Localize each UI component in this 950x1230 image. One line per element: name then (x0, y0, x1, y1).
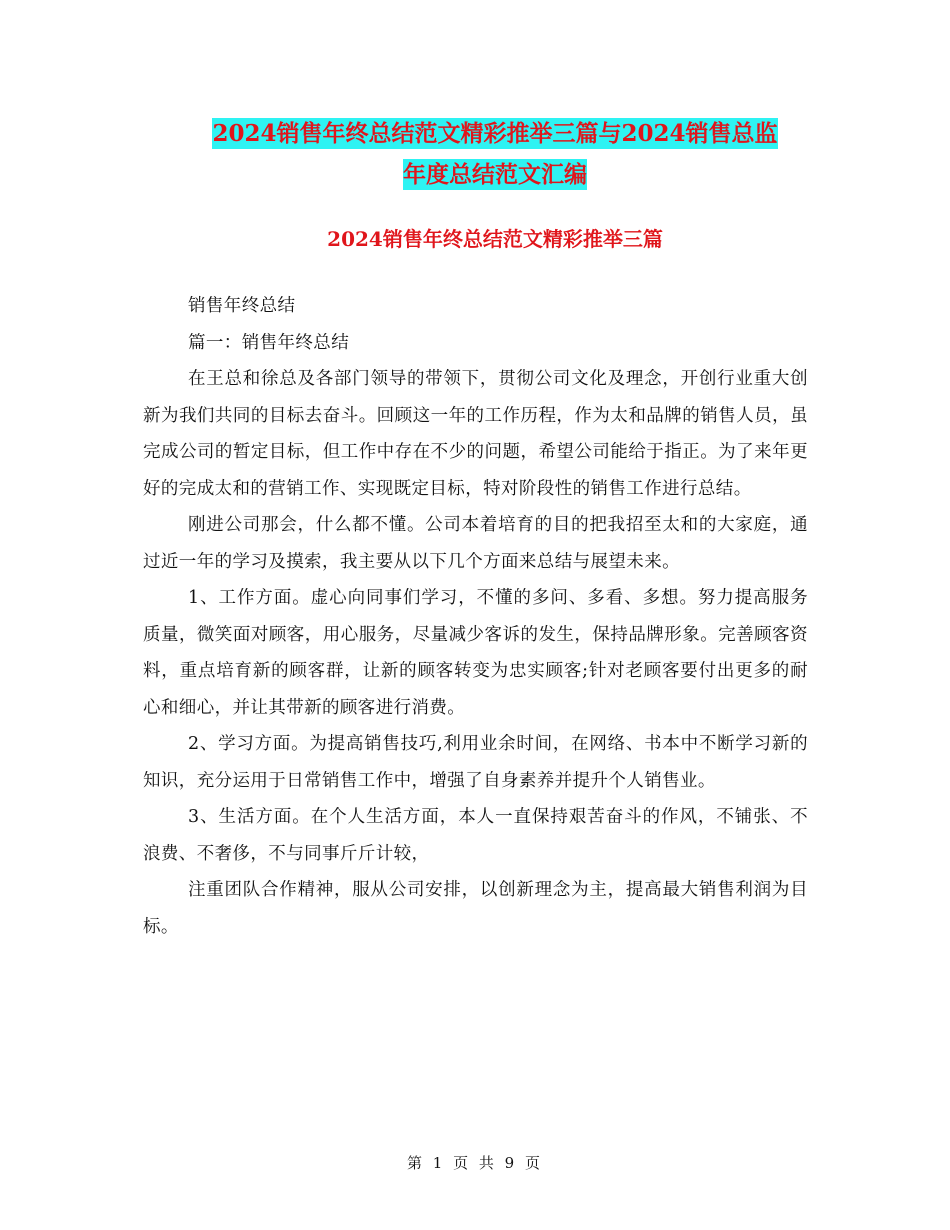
paragraph: 3、生活方面。在个人生活方面，本人一直保持艰苦奋斗的作风，不铺张、不浪费、不奢侈，不与同事斤斤计较， (143, 807, 808, 864)
paragraph: 注重团队合作精神，服从公司安排，以创新理念为主，提高最大销售利润为目标。 (143, 880, 808, 937)
paragraph: 销售年终总结 (188, 296, 296, 316)
document-body (143, 288, 808, 945)
section-title: 2024销售年终总结范文精彩推举三篇 (327, 227, 663, 251)
document-title-line-2 (140, 152, 850, 198)
paragraph: 刚进公司那会，什么都不懂。公司本着培育的目的把我招至太和的大家庭，通过近一年的学习及摸索，我主要从以下几个方面来总结与展望未来。 (143, 515, 808, 572)
document-title-line-1 (140, 111, 850, 157)
paragraph: 2、学习方面。为提高销售技巧,利用业余时间，在网络、书本中不断学习新的知识，充分运用于日常销售工作中，增强了自身素养并提升个人销售业。 (143, 734, 808, 791)
document-title-text-2: 年度总结范文汇编 (403, 161, 587, 188)
paragraph: 1、工作方面。虚心向同事们学习，不懂的多问、多看、多想。努力提高服务质量，微笑面对顾客，用心服务，尽量减少客诉的发生，保持品牌形象。完善顾客资料，重点培育新的顾客群，让新的顾客转变为忠实顾客;针对老顾客要付出更多的耐心和细心，并让其带新的顾客进行消费。 (143, 588, 808, 718)
document-title-text-1: 2024销售年终总结范文精彩推举三篇与2024销售总监 (212, 120, 778, 147)
paragraph: 在王总和徐总及各部门领导的带领下，贯彻公司文化及理念，开创行业重大创新为我们共同的目标去奋斗。回顾这一年的工作历程，作为太和品牌的销售人员，虽完成公司的暂定目标，但工作中存在不少的问题，希望公司能给于指正。为了来年更好的完成太和的营销工作、实现既定目标，特对阶段性的销售工作进行总结。 (143, 369, 808, 499)
paragraph: 篇一：销售年终总结 (188, 332, 350, 353)
page-footer: 第 1 页 共 9 页 (407, 1154, 543, 1172)
